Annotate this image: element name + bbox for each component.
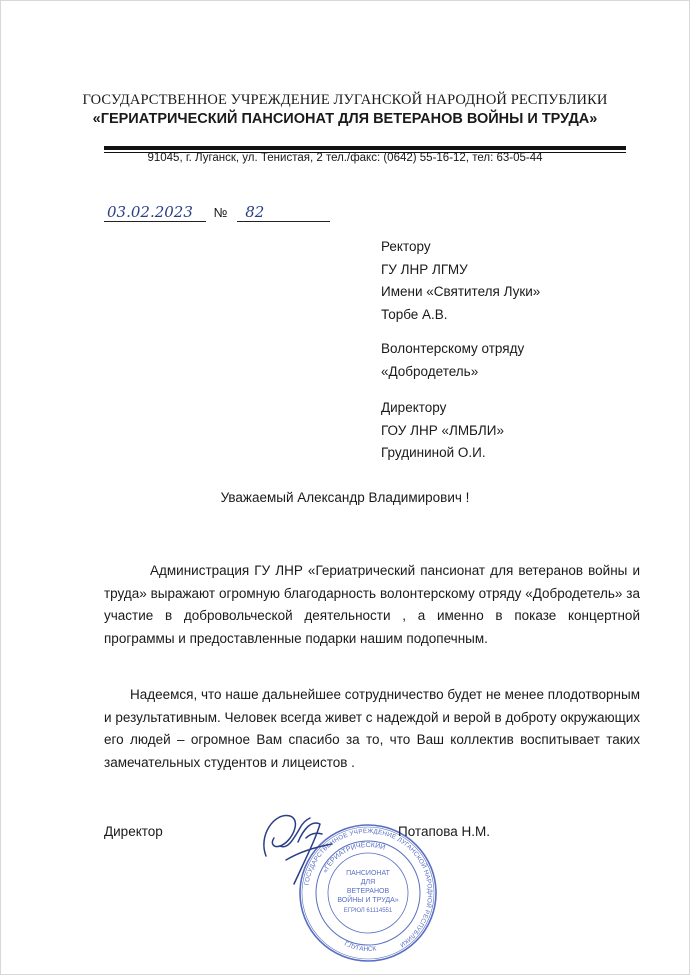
org-name-line1: ГОСУДАРСТВЕННОЕ УЧРЕЖДЕНИЕ ЛУГАНСКОЙ НАРОДНОЙ РЕСПУБЛИКИ: [82, 92, 608, 108]
stamp-inner-text: «ГЕРИАТРИЧЕСКИЙ: [321, 841, 386, 875]
signatory-title: Директор: [104, 824, 163, 839]
recipient-line: Грудининой О.И.: [381, 445, 486, 460]
recipient-line: Ректору: [381, 239, 431, 254]
org-name-line2: «ГЕРИАТРИЧЕСКИЙ ПАНСИОНАТ ДЛЯ ВЕТЕРАНОВ ВОЙНЫ И ТРУДА»: [92, 111, 598, 127]
header-rule-thick: [104, 146, 626, 150]
body-paragraph-1: Администрация ГУ ЛНР «Гериатрический пансионат для ветеранов войны и труда» выражают огромную благодарность волонтерскому отряду «Добродетель» за участие в добровольческой деятельности , а именно в показе концертной программы и предоставленные подарки нашим подопечным.: [104, 563, 640, 647]
recipient-rector: [381, 236, 540, 326]
recipient-line: «Добродетель»: [381, 363, 479, 379]
handwritten-signature: [240, 798, 360, 898]
recipient-line: ГУ ЛНР ЛГМУ: [381, 261, 468, 277]
recipient-line: Торбе А.В.: [381, 306, 448, 322]
recipient-line: Директору: [381, 400, 447, 415]
recipient-line: Имени «Святителя Луки»: [381, 284, 541, 299]
reference-line: [104, 203, 330, 225]
stamp-center-line: ВЕТЕРАНОВ: [346, 888, 390, 895]
greeting: Уважаемый Александр Владимирович !: [220, 490, 470, 505]
stamp-outer-text: ГОСУДАРСТВЕННОЕ УЧРЕЖДЕНИЕ ЛУГАНСКОЙ НАРОДНОЙ РЕСПУБЛИКИ: [303, 827, 434, 949]
stamp-center-line: ДЛЯ: [360, 879, 376, 886]
reference-date: 03.02.2023: [104, 203, 206, 222]
recipient-line: ГОУ ЛНР «ЛМБЛИ»: [381, 422, 504, 438]
recipient-volunteers: [381, 338, 524, 383]
recipient-line: Волонтерскому отряду: [381, 341, 525, 356]
stamp-center-line: ПАНСИОНАТ: [346, 870, 390, 877]
recipient-director: [381, 397, 504, 465]
stamp-center-line: ВОЙНЫ И ТРУДА»: [337, 897, 399, 904]
stamp-city-text: Г.ЛУГАНСК: [343, 940, 377, 954]
reference-number-label: №: [213, 205, 228, 220]
reference-number: 82: [237, 203, 330, 222]
svg-text:Г.ЛУГАНСК: [343, 940, 377, 953]
stamp-center-line: ЕГРЮЛ 61114551: [343, 908, 393, 914]
signatory-name: Потапова Н.М.: [398, 824, 491, 839]
org-address: 91045, г. Луганск, ул. Тенистая, 2 тел./факс: (0642) 55-16-12, тел: 63-05-44: [147, 152, 543, 164]
body-paragraph-2: Надеемся, что наше дальнейшее сотрудничество будет не менее плодотворным и результативным. Человек всегда живет с надеждой и верой в доброту окружающих его людей – огромное Вам спасибо за то, что Ваш коллектив воспитывает таких замечательных студентов и лицеистов .: [104, 687, 640, 771]
